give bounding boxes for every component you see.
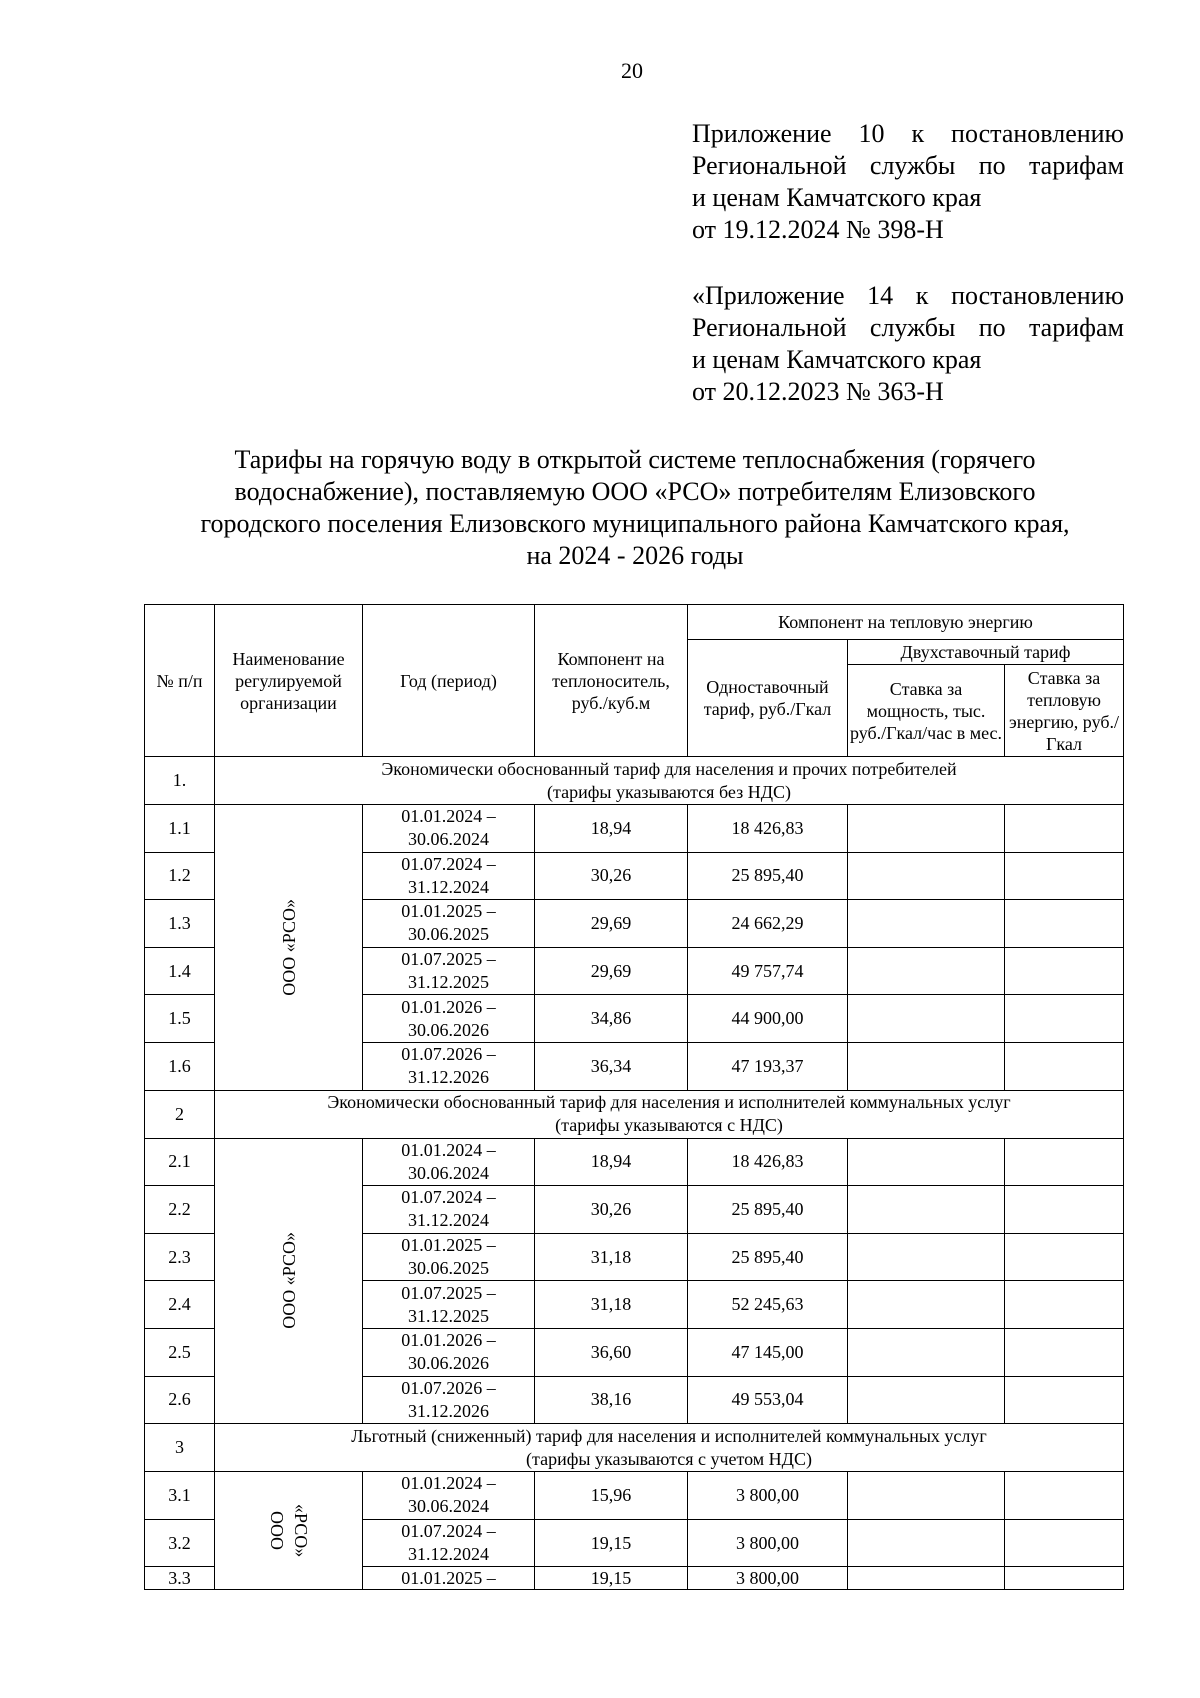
energy-rate-value [1005,1328,1124,1376]
carrier-value: 29,69 [535,900,688,948]
carrier-value: 34,86 [535,995,688,1043]
period-to: 30.06.2026 [408,1019,489,1040]
capacity-rate-value [848,1042,1005,1090]
period-from: 01.07.2025 – [401,949,496,970]
section-title-line: Экономически обоснованный тариф для населения и прочих потребителей [381,758,957,779]
organization-text-line: ООО [266,1511,287,1551]
carrier-value: 19,15 [535,1567,688,1590]
section-title-line: (тарифы указываются с учетом НДС) [526,1448,812,1469]
section-number: 2 [145,1090,215,1138]
carrier-value: 18,94 [535,1138,688,1186]
carrier-value: 36,60 [535,1328,688,1376]
header-two-rate: Двухставочный тариф [848,640,1124,665]
capacity-rate-value [848,1281,1005,1329]
row-number: 1.5 [145,995,215,1043]
capacity-rate-value [848,1567,1005,1590]
header-organization: Наименование регулируемой организации [215,605,363,757]
table-row [145,805,1124,853]
carrier-value: 30,26 [535,1186,688,1234]
single-rate-value: 3 800,00 [688,1472,848,1520]
capacity-rate-value [848,995,1005,1043]
row-number: 3.1 [145,1472,215,1520]
appendix-previous-line-2 [692,312,1124,344]
carrier-value: 19,15 [535,1519,688,1567]
energy-rate-value [1005,852,1124,900]
organization-text [265,1504,313,1557]
word: 10 [858,119,885,148]
energy-rate-value [1005,1519,1124,1567]
capacity-rate-value [848,900,1005,948]
row-number: 2.1 [145,1138,215,1186]
period-cell [363,900,535,948]
energy-rate-value [1005,1376,1124,1424]
row-number: 3.3 [145,1567,215,1590]
row-number: 2.3 [145,1233,215,1281]
carrier-value: 18,94 [535,805,688,853]
energy-rate-value [1005,1233,1124,1281]
period-from: 01.07.2024 – [401,1187,496,1208]
section-row [145,757,1124,805]
period-from: 01.07.2026 – [401,1044,496,1065]
title-line: городского поселения Елизовского муниципального района Камчатского края, [200,509,1070,538]
section-title-line: Льготный (сниженный) тариф для населения и исполнителей коммунальных услуг [351,1425,987,1446]
single-rate-value: 44 900,00 [688,995,848,1043]
energy-rate-value [1005,900,1124,948]
header-capacity-rate: Ставка за мощность, тыс. руб./Гкал/час в мес. [848,665,1005,757]
capacity-rate-value [848,1138,1005,1186]
section-title [215,1424,1124,1472]
period-cell [363,1186,535,1234]
section-row [145,1090,1124,1138]
table-row [145,1472,1124,1520]
single-rate-value: 3 800,00 [688,1567,848,1590]
single-rate-value: 25 895,40 [688,852,848,900]
single-rate-value: 47 145,00 [688,1328,848,1376]
word: тарифам [1028,151,1124,180]
carrier-value: 30,26 [535,852,688,900]
header-number: № п/п [145,605,215,757]
period-from: 01.01.2024 – [401,1139,496,1160]
word: к [915,281,929,310]
row-number: 1.2 [145,852,215,900]
word: Приложение [692,119,832,148]
title-line: водоснабжение), поставляемую ООО «РСО» потребителям Елизовского [234,477,1036,506]
word: службы [869,313,956,342]
capacity-rate-value [848,1233,1005,1281]
period-cell [363,1281,535,1329]
header-single-rate: Одноставочный тариф, руб./Гкал [688,640,848,757]
period-cell [363,1567,535,1590]
capacity-rate-value [848,1519,1005,1567]
period-from: 01.01.2024 – [401,806,496,827]
carrier-value: 36,34 [535,1042,688,1090]
energy-rate-value [1005,947,1124,995]
appendix-previous-reference [692,280,1124,408]
organization-text: ООО «РСО» [278,898,299,996]
period-cell [363,1042,535,1090]
word: Региональной [692,313,847,342]
appendix-current-line-3: и ценам Камчатского края [692,183,982,212]
capacity-rate-value [848,1376,1005,1424]
single-rate-value: 49 757,74 [688,947,848,995]
single-rate-value: 18 426,83 [688,805,848,853]
word: Региональной [692,151,847,180]
row-number: 1.4 [145,947,215,995]
section-row [145,1424,1124,1472]
table-header-row [145,605,1124,640]
carrier-value: 38,16 [535,1376,688,1424]
section-number: 1. [145,757,215,805]
organization-text-line: «РСО» [290,1504,311,1558]
period-to: 31.12.2024 [408,1210,489,1231]
period-from: 01.07.2026 – [401,1377,496,1398]
page-number: 20 [621,58,643,83]
carrier-value: 31,18 [535,1233,688,1281]
single-rate-value: 49 553,04 [688,1376,848,1424]
period-from: 01.01.2026 – [401,996,496,1017]
period-from: 01.01.2024 – [401,1473,496,1494]
period-cell [363,1138,535,1186]
capacity-rate-value [848,852,1005,900]
appendix-current-line-2 [692,150,1124,182]
period-to: 31.12.2025 [408,1305,489,1326]
tariff-table [144,604,1124,1590]
organization-text: ООО «РСО» [278,1232,299,1330]
period-from: 01.07.2025 – [401,1282,496,1303]
period-from: 01.07.2024 – [401,853,496,874]
energy-rate-value [1005,995,1124,1043]
document-title [140,444,1130,572]
energy-rate-value [1005,1186,1124,1234]
row-number: 1.1 [145,805,215,853]
capacity-rate-value [848,1186,1005,1234]
word: службы [869,151,956,180]
appendix-previous-line-4: от 20.12.2023 № 363-Н [692,377,944,406]
section-title [215,757,1124,805]
single-rate-value: 52 245,63 [688,1281,848,1329]
capacity-rate-value [848,947,1005,995]
period-cell [363,1328,535,1376]
word: 14 [867,281,894,310]
word: по [978,313,1006,342]
capacity-rate-value [848,1472,1005,1520]
word: тарифам [1028,313,1124,342]
period-to: 30.06.2024 [408,1162,489,1183]
period-from: 01.07.2024 – [401,1521,496,1542]
energy-rate-value [1005,1138,1124,1186]
row-number: 3.2 [145,1519,215,1567]
single-rate-value: 24 662,29 [688,900,848,948]
row-number: 2.6 [145,1376,215,1424]
section-title-line: (тарифы указываются без НДС) [547,781,791,802]
capacity-rate-value [848,1328,1005,1376]
energy-rate-value [1005,1042,1124,1090]
word: к [911,119,925,148]
period-from: 01.01.2025 – [401,901,496,922]
energy-rate-value [1005,1567,1124,1590]
row-number: 1.6 [145,1042,215,1090]
single-rate-value: 25 895,40 [688,1186,848,1234]
carrier-value: 31,18 [535,1281,688,1329]
section-title [215,1090,1124,1138]
appendix-previous-line-3: и ценам Камчатского края [692,345,982,374]
period-to: 30.06.2024 [408,829,489,850]
period-to: 30.06.2026 [408,1353,489,1374]
word: постановлению [951,281,1124,310]
period-from: 01.01.2025 – [401,1235,496,1256]
period-to: 31.12.2026 [408,1400,489,1421]
period-to: 30.06.2025 [408,1258,489,1279]
header-carrier-component: Компонент на теплоноситель, руб./куб.м [535,605,688,757]
appendix-previous-line-1 [692,280,1124,312]
row-number: 1.3 [145,900,215,948]
row-number: 2.5 [145,1328,215,1376]
appendix-current-reference [692,118,1124,246]
row-number: 2.2 [145,1186,215,1234]
period-cell [363,805,535,853]
period-to: 31.12.2026 [408,1067,489,1088]
title-line: Тарифы на горячую воду в открытой системе теплоснабжения (горячего [234,445,1036,474]
energy-rate-value [1005,805,1124,853]
period-cell [363,1233,535,1281]
word: по [978,151,1006,180]
single-rate-value: 18 426,83 [688,1138,848,1186]
organization-name [215,1472,363,1590]
organization-name [215,805,363,1091]
appendix-current-line-1 [692,118,1124,150]
period-to: 31.12.2024 [408,1544,489,1565]
capacity-rate-value [848,805,1005,853]
row-number: 2.4 [145,1281,215,1329]
title-line: на 2024 - 2026 годы [526,541,744,570]
period-from: 01.01.2025 – [401,1568,496,1589]
header-energy-component: Компонент на тепловую энергию [688,605,1124,640]
period-cell [363,1519,535,1567]
period-cell [363,995,535,1043]
section-number: 3 [145,1424,215,1472]
energy-rate-value [1005,1281,1124,1329]
period-cell [363,1376,535,1424]
period-cell [363,947,535,995]
table-row [145,1138,1124,1186]
word: «Приложение [692,281,845,310]
section-title-line: (тарифы указываются с НДС) [555,1115,783,1136]
organization-name [215,1138,363,1424]
carrier-value: 15,96 [535,1472,688,1520]
period-to: 30.06.2025 [408,924,489,945]
single-rate-value: 3 800,00 [688,1519,848,1567]
period-cell [363,1472,535,1520]
carrier-value: 29,69 [535,947,688,995]
period-from: 01.01.2026 – [401,1330,496,1351]
single-rate-value: 47 193,37 [688,1042,848,1090]
appendix-current-line-4: от 19.12.2024 № 398-Н [692,215,944,244]
energy-rate-value [1005,1472,1124,1520]
header-period: Год (период) [363,605,535,757]
period-to: 31.12.2024 [408,876,489,897]
period-cell [363,852,535,900]
period-to: 31.12.2025 [408,972,489,993]
single-rate-value: 25 895,40 [688,1233,848,1281]
header-energy-rate: Ставка за тепловую энергию, руб./Гкал [1005,665,1124,757]
period-to: 30.06.2024 [408,1496,489,1517]
word: постановлению [951,119,1124,148]
section-title-line: Экономически обоснованный тариф для населения и исполнителей коммунальных услуг [327,1092,1011,1113]
